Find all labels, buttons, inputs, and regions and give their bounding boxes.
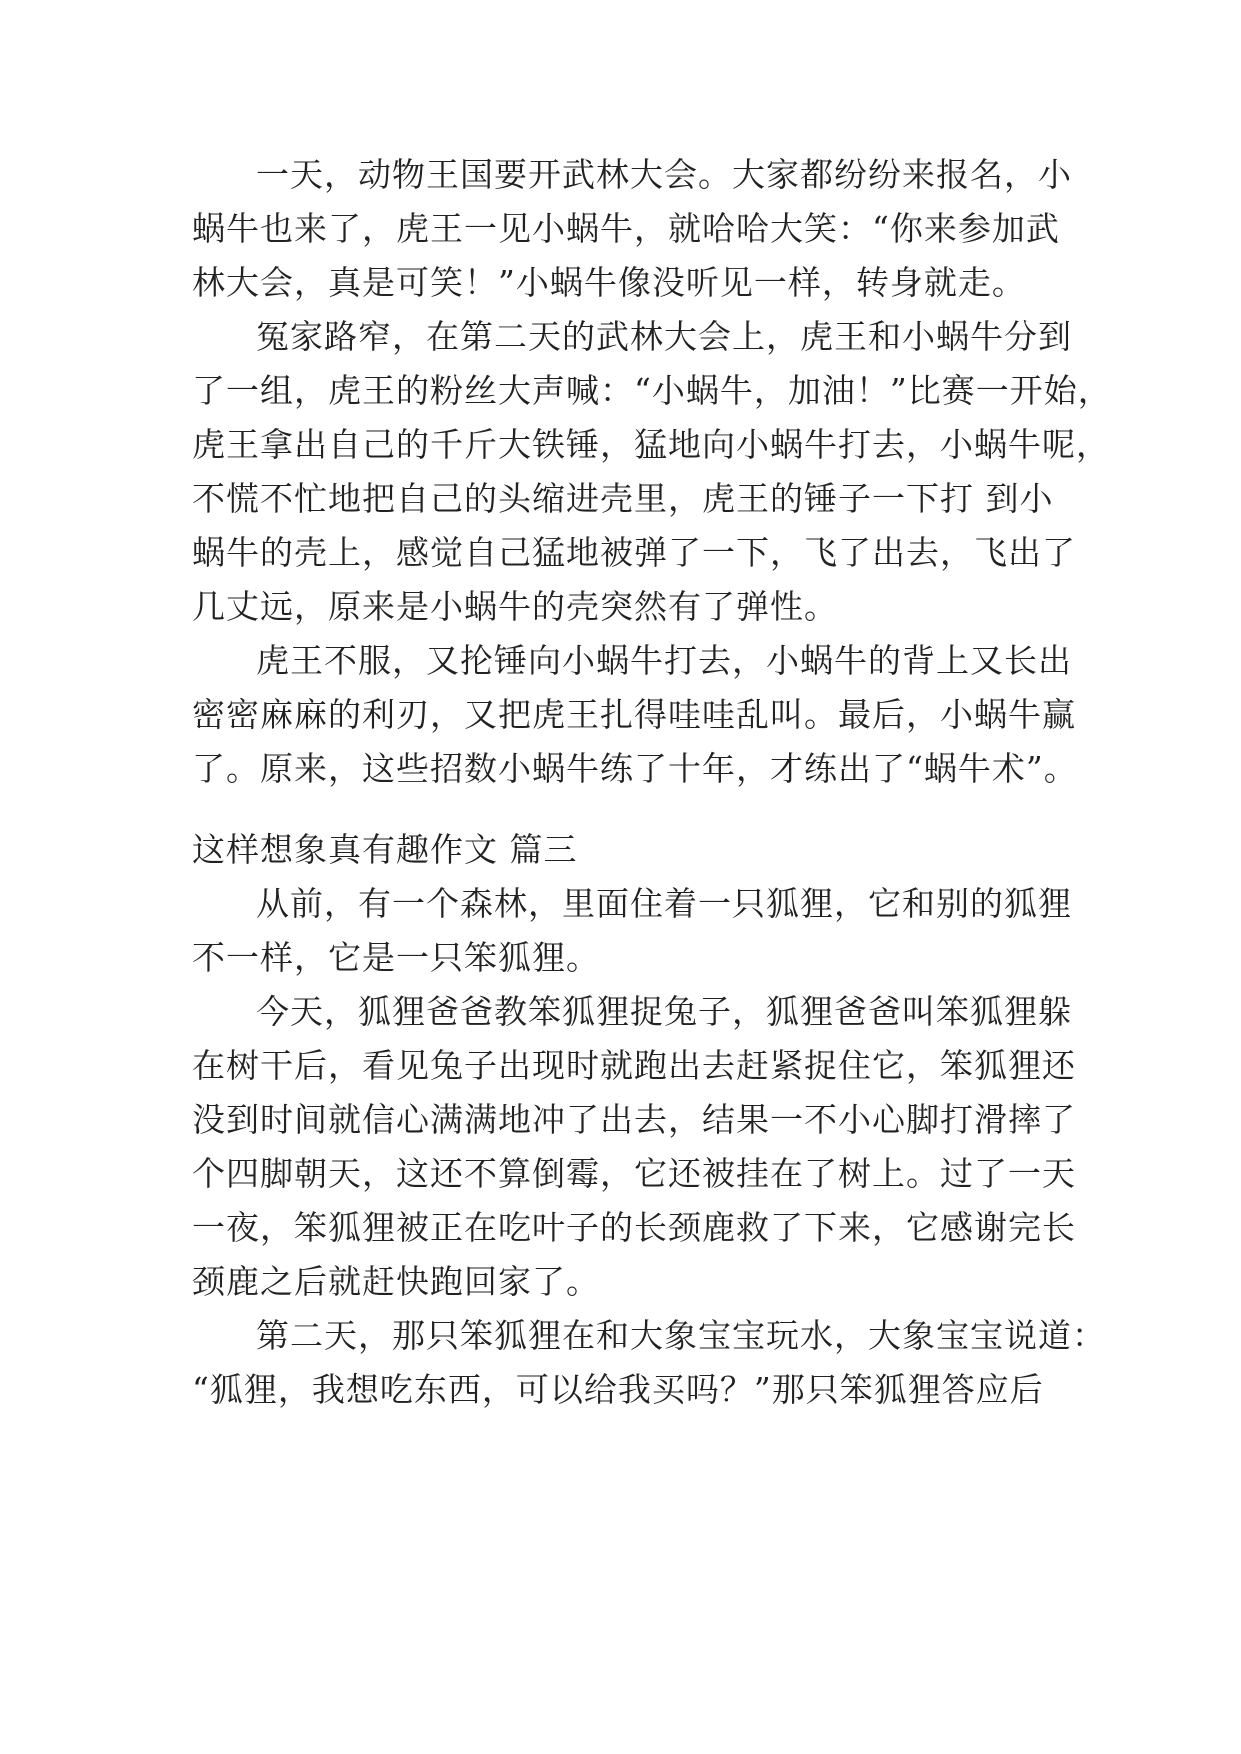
paragraph-line: 第二天，那只笨狐狸在和大象宝宝玩水，大象宝宝说道： (256, 1316, 1106, 1355)
paragraph-line: 颈鹿之后就赶快跑回家了。 (192, 1262, 600, 1301)
paragraph-line: 了。原来，这些招数小蜗牛练了十年，才练出了“蜗牛术”。 (192, 749, 1078, 788)
paragraph-line: 从前，有一个森林，里面住着一只狐狸，它和别的狐狸 (256, 884, 1072, 923)
paragraph-line: 蜗牛也来了，虎王一见小蜗牛，就哈哈大笑：“你来参加武 (192, 209, 1060, 248)
paragraph-line: 不慌不忙地把自己的头缩进壳里，虎王的锤子一下打 到小 (192, 479, 1054, 518)
paragraph-line: 在树干后，看见兔子出现时就跑出去赶紧捉住它，笨狐狸还 (192, 1046, 1076, 1085)
section-heading: 这样想象真有趣作文 篇三 (192, 830, 578, 869)
paragraph-line: 冤家路窄，在第二天的武林大会上，虎王和小蜗牛分到 (256, 317, 1072, 356)
paragraph-line: 一夜，笨狐狸被正在吃叶子的长颈鹿救了下来，它感谢完长 (192, 1208, 1076, 1247)
paragraph-line: 几丈远，原来是小蜗牛的壳突然有了弹性。 (192, 587, 838, 626)
paragraph-line: 个四脚朝天，这还不算倒霉，它还被挂在了树上。过了一天 (192, 1154, 1076, 1193)
paragraph-line: 今天，狐狸爸爸教笨狐狸捉兔子，狐狸爸爸叫笨狐狸躲 (256, 992, 1072, 1031)
paragraph-line: 虎王不服，又抡锤向小蜗牛打去，小蜗牛的背上又长出 (256, 641, 1072, 680)
paragraph-line: 没到时间就信心满满地冲了出去，结果一不小心脚打滑摔了 (192, 1100, 1076, 1139)
paragraph-line: 了一组，虎王的粉丝大声喊：“小蜗牛，加油！”比赛一开始， (192, 371, 1112, 410)
paragraph-line: 虎王拿出自己的千斤大铁锤，猛地向小蜗牛打去，小蜗牛呢， (192, 425, 1110, 464)
paragraph-line: 一天，动物王国要开武林大会。大家都纷纷来报名，小 (256, 155, 1072, 194)
paragraph-line: 林大会，真是可笑！”小蜗牛像没听见一样，转身就走。 (192, 263, 1026, 302)
paragraph-line: “狐狸，我想吃东西，可以给我买吗？”那只笨狐狸答应后 (192, 1370, 1044, 1409)
paragraph-line: 密密麻麻的利刃，又把虎王扎得哇哇乱叫。最后，小蜗牛赢 (192, 695, 1076, 734)
paragraph-line: 不一样，它是一只笨狐狸。 (192, 938, 600, 977)
paragraph-line: 蜗牛的壳上，感觉自己猛地被弹了一下，飞了出去，飞出了 (192, 533, 1076, 572)
